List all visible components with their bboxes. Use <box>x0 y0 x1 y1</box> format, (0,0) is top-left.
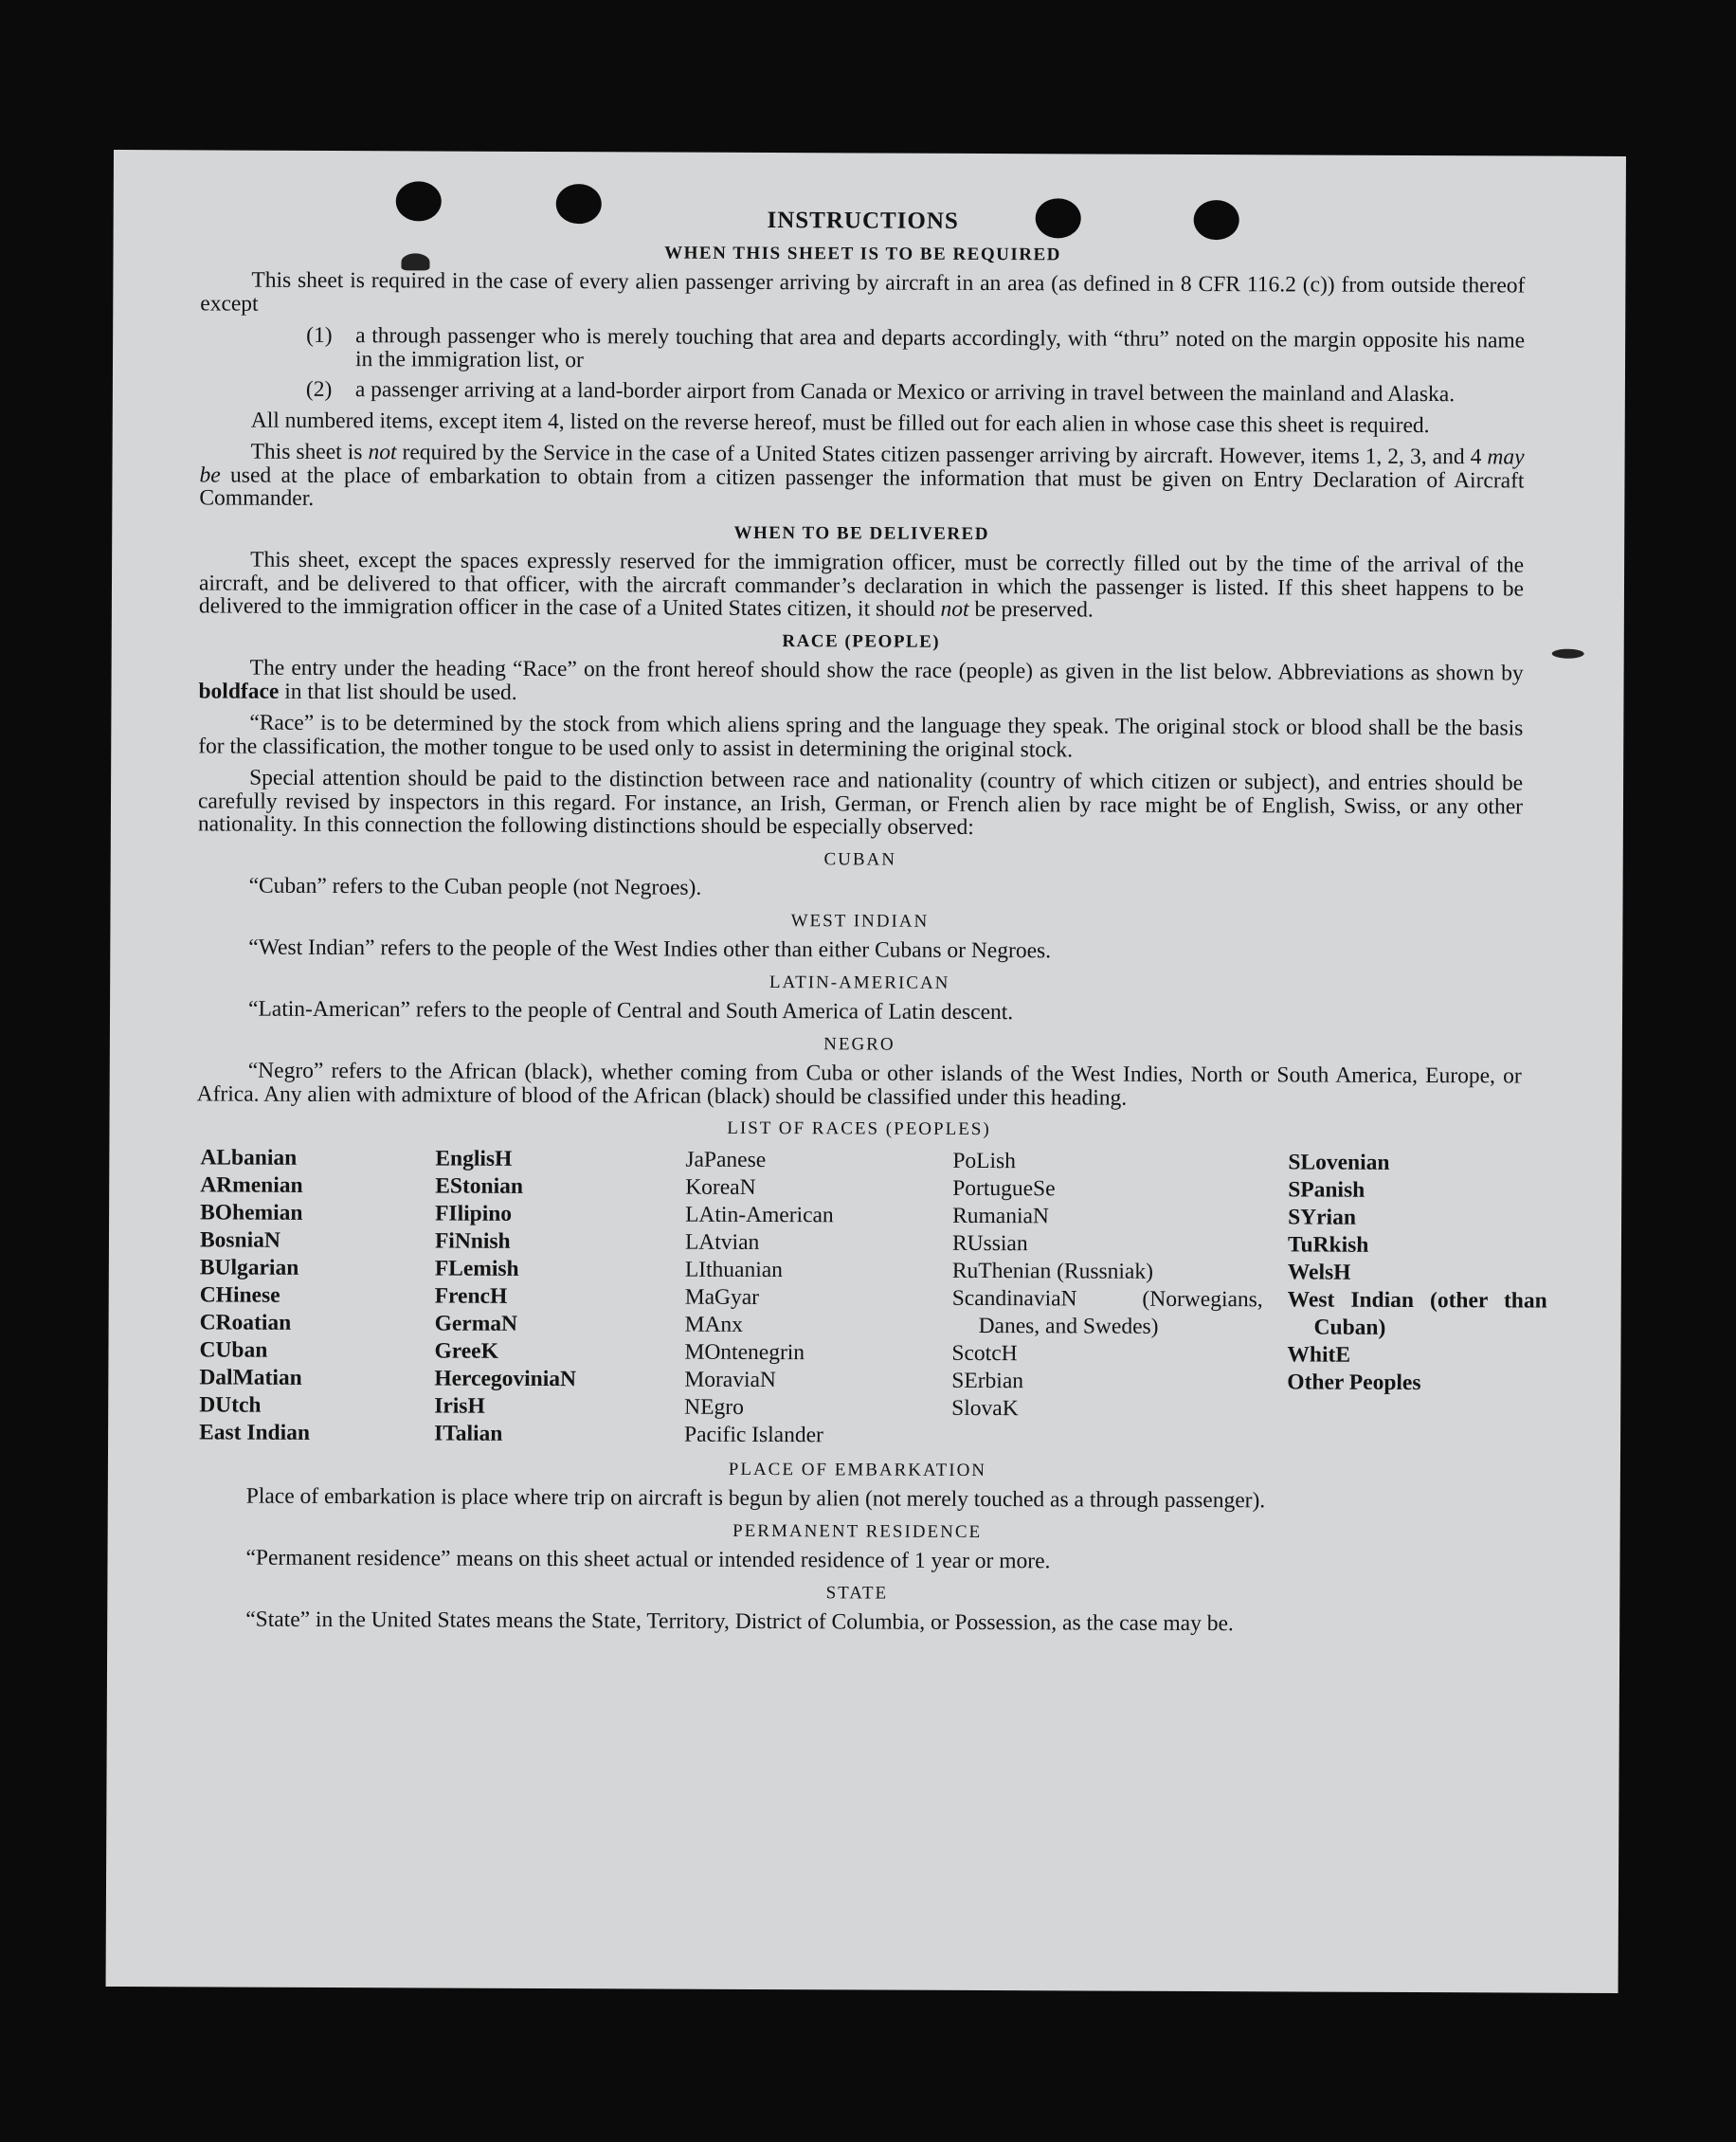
race-entry: LAtvian <box>684 1229 760 1255</box>
section-heading-embarkation: PLACE OF EMBARKATION <box>728 1459 987 1480</box>
text-run: This sheet, except the spaces expressly reserved for the immigration officer, must be correctly filled out by the time of the arrival of the aircraft, and be delivered to that officer, with the aircraft commander’s declaration in which the passenger is listed. If this sheet happens to be delivered to the immigration officer in the case of a United States citizen, it should <box>198 547 1525 622</box>
paragraph-delivered <box>199 548 1524 624</box>
race-entry: ScandinaviaN (Norwegians, Danes, and Swedes) <box>951 1285 1263 1339</box>
paragraph-state: “State” in the United States means the State, Territory, District of Columbia, or Possession, as the case may be. <box>245 1606 1234 1637</box>
races-column <box>1287 1149 1547 1452</box>
races-list <box>199 1144 1547 1452</box>
race-entry: RuThenian (Russniak) <box>951 1258 1154 1284</box>
race-entry: East Indian <box>199 1419 311 1445</box>
text-run: This sheet is <box>250 439 369 465</box>
race-entry: BosniaN <box>199 1226 280 1253</box>
races-column <box>684 1146 952 1449</box>
race-entry: FiNnish <box>434 1227 511 1254</box>
section-heading-negro: NEGRO <box>823 1033 895 1055</box>
race-entry: MaGyar <box>684 1284 760 1310</box>
item-text: a through passenger who is merely touching that area and departs accordingly, with “thru” noted on the margin opposite his name in the immigration list, or <box>354 323 1526 372</box>
race-entry: LAtin-American <box>685 1202 834 1227</box>
race-entry: MAnx <box>684 1312 744 1337</box>
paragraph-residence: “Permanent residence” means on this sheet actual or intended residence of 1 year or more. <box>245 1545 1051 1574</box>
race-entry: BOhemian <box>200 1199 303 1225</box>
text-run: be preserved. <box>968 596 1094 623</box>
race-entry: NEgro <box>684 1394 744 1420</box>
paragraph-citizen <box>199 440 1524 516</box>
exception-item <box>306 378 1525 407</box>
race-entry: DalMatian <box>199 1364 302 1390</box>
bold-run: boldface <box>198 678 280 704</box>
race-entry: WelsH <box>1287 1259 1351 1285</box>
race-entry: FLemish <box>434 1255 519 1281</box>
race-entry: EStonian <box>435 1172 524 1199</box>
section-heading-required: WHEN THIS SHEET IS TO BE REQUIRED <box>664 243 1061 264</box>
section-heading-latin-american: LATIN-AMERICAN <box>769 971 950 993</box>
race-entry: FIlipino <box>435 1200 513 1226</box>
race-entry: RumaniaN <box>952 1203 1049 1228</box>
race-entry: JaPanese <box>685 1147 767 1172</box>
race-entry: SlovaK <box>951 1395 1019 1421</box>
race-entry: West Indian (other than Cuban) <box>1287 1286 1547 1340</box>
section-heading-state: STATE <box>825 1582 889 1604</box>
paragraph-race-entry <box>198 656 1523 708</box>
section-heading-list-of-races: LIST OF RACES (PEOPLES) <box>727 1117 991 1140</box>
paragraph-required-intro: This sheet is required in the case of every alien passenger arriving by aircraft in an area (as defined in 8 CFR 116.2 (c)) from outside thereof except <box>200 267 1526 317</box>
race-entry: CRoatian <box>199 1309 292 1335</box>
instructions-content <box>194 207 1547 1645</box>
race-entry: GermaN <box>434 1310 518 1336</box>
race-entry: ARmenian <box>200 1171 303 1198</box>
race-entry: IrisH <box>434 1392 485 1419</box>
race-entry: KoreaN <box>685 1174 756 1200</box>
paragraph-cuban: “Cuban” refers to the Cuban people (not Negroes). <box>248 873 702 900</box>
section-heading-residence: PERMANENT RESIDENCE <box>732 1520 983 1542</box>
exception-item <box>306 324 1525 376</box>
race-entry: TuRkish <box>1287 1231 1369 1258</box>
text-run: used at the place of embarkation to obtain from a citizen passenger the information that must be given on Entry Declaration of Aircraft Commander. <box>199 462 1525 511</box>
italic-run: not <box>368 440 397 465</box>
race-entry: SPanish <box>1288 1176 1365 1203</box>
race-entry: ALbanian <box>200 1144 298 1171</box>
text-run: required by the Service in the case of a United States citizen passenger arriving by aircraft. However, items 1, 2, 3, and 4 <box>396 440 1488 470</box>
document-page <box>106 150 1626 1993</box>
section-heading-race: RACE (PEOPLE) <box>782 630 941 652</box>
race-entry: ScotcH <box>951 1340 1018 1366</box>
race-entry: SYrian <box>1288 1204 1356 1230</box>
paragraph-negro: “Negro” refers to the African (black), whether coming from Cuba or other islands of the West Indies, North or South America, Europe, or Africa. Any alien with admixture of blood of the African (black) should be classified under this heading. <box>196 1058 1522 1111</box>
ink-speck <box>1552 649 1584 659</box>
race-entry: SErbian <box>951 1368 1024 1393</box>
race-entry: CUban <box>199 1336 268 1363</box>
item-number: (1) <box>306 322 333 349</box>
race-entry: FrencH <box>434 1282 508 1309</box>
section-heading-west-indian: WEST INDIAN <box>790 910 930 932</box>
races-column <box>434 1145 685 1448</box>
race-entry: DUtch <box>199 1391 262 1418</box>
race-entry: BUlgarian <box>199 1254 299 1280</box>
paragraph-race-stock: “Race” is to be determined by the stock from which aliens spring and the language they speak. The original stock or blood shall be the basis for the classification, the mother tongue to be used only to assist in determining the original stock. <box>198 710 1524 762</box>
race-entry: WhitE <box>1287 1341 1351 1368</box>
text-run: in that list should be used. <box>279 679 517 705</box>
race-entry: SLovenian <box>1288 1149 1390 1175</box>
races-column <box>951 1147 1288 1451</box>
italic-run: may be <box>199 445 1525 487</box>
page-title: INSTRUCTIONS <box>767 208 959 234</box>
race-entry: EnglisH <box>435 1145 513 1171</box>
paragraph-latin-american: “Latin-American” refers to the people of Central and South America of Latin descent. <box>247 996 1014 1026</box>
race-entry: LIthuanian <box>684 1257 784 1282</box>
race-entry: PoLish <box>952 1148 1017 1173</box>
race-entry: Other Peoples <box>1287 1369 1421 1395</box>
item-text: a passenger arriving at a land-border airport from Canada or Mexico or arriving in travel between the mainland and Alaska. <box>354 377 1456 408</box>
italic-run: not <box>940 596 969 622</box>
paragraph-embarkation: Place of embarkation is place where trip on aircraft is begun by alien (not merely touched as a through passenger). <box>245 1483 1266 1514</box>
race-entry: MOntenegrin <box>684 1339 805 1365</box>
race-entry: Pacific Islander <box>684 1422 823 1447</box>
race-entry: PortugueSe <box>952 1175 1056 1201</box>
race-entry: ITalian <box>434 1420 503 1446</box>
section-heading-delivered: WHEN TO BE DELIVERED <box>733 522 990 544</box>
races-column <box>199 1144 435 1447</box>
race-entry: RUssian <box>951 1230 1028 1256</box>
paragraph-numbered-items: All numbered items, except item 4, listed on the reverse hereof, must be filled out for each alien in whose case this sheet is required. <box>250 408 1430 438</box>
item-number: (2) <box>305 376 333 403</box>
section-heading-cuban: CUBAN <box>823 848 897 870</box>
race-entry: MoraviaN <box>684 1367 776 1392</box>
text-run: The entry under the heading “Race” on the front hereof should show the race (people) as given in the list below. Abbreviations as shown by <box>249 655 1524 686</box>
race-entry: HercegoviniaN <box>434 1365 577 1391</box>
race-entry: CHinese <box>199 1281 280 1308</box>
paragraph-west-indian: “West Indian” refers to the people of the West Indies other than either Cubans or Negroes. <box>248 935 1052 964</box>
race-entry: GreeK <box>434 1337 498 1364</box>
paragraph-race-attention: Special attention should be paid to the distinction between race and nationality (country of which citizen or subject), and entries should be carefully revised by inspectors in this regard. For instance, an Irish, German, or French alien by race might be of English, Swiss, or any other nationality. In this connection the following distinctions should be especially observed: <box>197 765 1524 840</box>
